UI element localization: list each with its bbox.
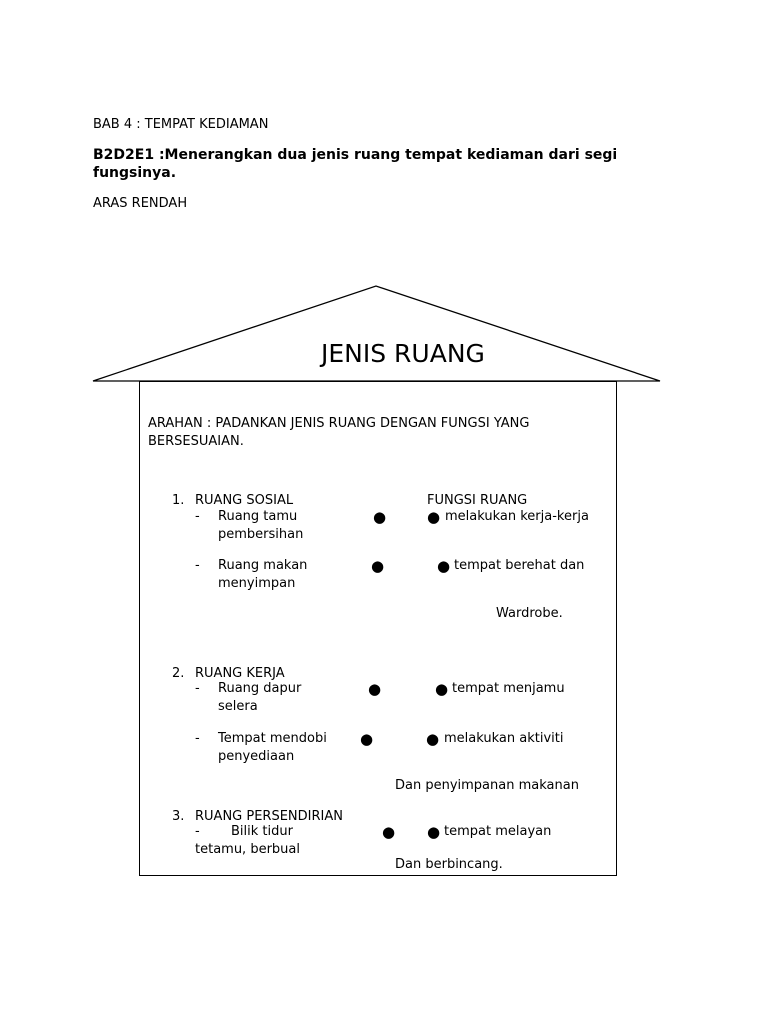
item-label: Ruang tamu — [218, 509, 298, 524]
item-label-continued: tetamu, berbual — [195, 842, 300, 857]
item-label-continued: pembersihan — [218, 527, 304, 542]
left-match-dot[interactable]: ● — [360, 730, 374, 748]
item-label: Bilik tidur — [231, 824, 293, 839]
function-continuation: Dan penyimpanan makanan — [395, 778, 579, 793]
item-dash: - — [195, 681, 200, 696]
item-label: Ruang makan — [218, 558, 308, 573]
section-heading-kerja: RUANG KERJA — [195, 666, 285, 681]
section-number: 2. — [172, 666, 185, 681]
item-dash: - — [195, 731, 200, 746]
right-match-dot[interactable]: ● — [427, 508, 441, 526]
left-match-dot[interactable]: ● — [368, 680, 382, 698]
item-dash: - — [195, 509, 200, 524]
section-number: 1. — [172, 493, 185, 508]
item-label-continued: menyimpan — [218, 576, 296, 591]
left-match-dot[interactable]: ● — [373, 508, 387, 526]
house-title: JENIS RUANG — [321, 339, 485, 368]
house-body — [139, 381, 617, 876]
item-label-continued: penyediaan — [218, 749, 295, 764]
section-heading-persendirian: RUANG PERSENDIRIAN — [195, 809, 343, 824]
right-match-dot[interactable]: ● — [437, 557, 451, 575]
instruction-line1: ARAHAN : PADANKAN JENIS RUANG DENGAN FUNGSI YANG — [148, 416, 530, 431]
level-label: ARAS RENDAH — [93, 196, 188, 211]
function-label: tempat berehat dan — [454, 558, 585, 573]
item-label-continued: selera — [218, 699, 258, 714]
column-header-fungsi: FUNGSI RUANG — [427, 493, 528, 508]
item-label: Tempat mendobi — [218, 731, 327, 746]
learning-objective-line1: B2D2E1 :Menerangkan dua jenis ruang tempat kediaman dari segi — [93, 147, 618, 163]
left-match-dot[interactable]: ● — [371, 557, 385, 575]
instruction-line2: BERSESUAIAN. — [148, 434, 244, 449]
function-label: melakukan aktiviti — [444, 731, 564, 746]
section-heading-sosial: RUANG SOSIAL — [195, 493, 294, 508]
right-match-dot[interactable]: ● — [426, 730, 440, 748]
function-label: tempat melayan — [444, 824, 552, 839]
right-match-dot[interactable]: ● — [427, 823, 441, 841]
function-label: tempat menjamu — [452, 681, 565, 696]
item-label: Ruang dapur — [218, 681, 302, 696]
right-match-dot[interactable]: ● — [435, 680, 449, 698]
function-continuation: Dan berbincang. — [395, 857, 503, 872]
chapter-title: BAB 4 : TEMPAT KEDIAMAN — [93, 117, 269, 132]
item-dash: - — [195, 824, 200, 839]
function-continuation: Wardrobe. — [496, 606, 563, 621]
item-dash: - — [195, 558, 200, 573]
learning-objective-line2: fungsinya. — [93, 165, 177, 181]
function-label: melakukan kerja-kerja — [445, 509, 589, 524]
section-number: 3. — [172, 809, 185, 824]
left-match-dot[interactable]: ● — [382, 823, 396, 841]
